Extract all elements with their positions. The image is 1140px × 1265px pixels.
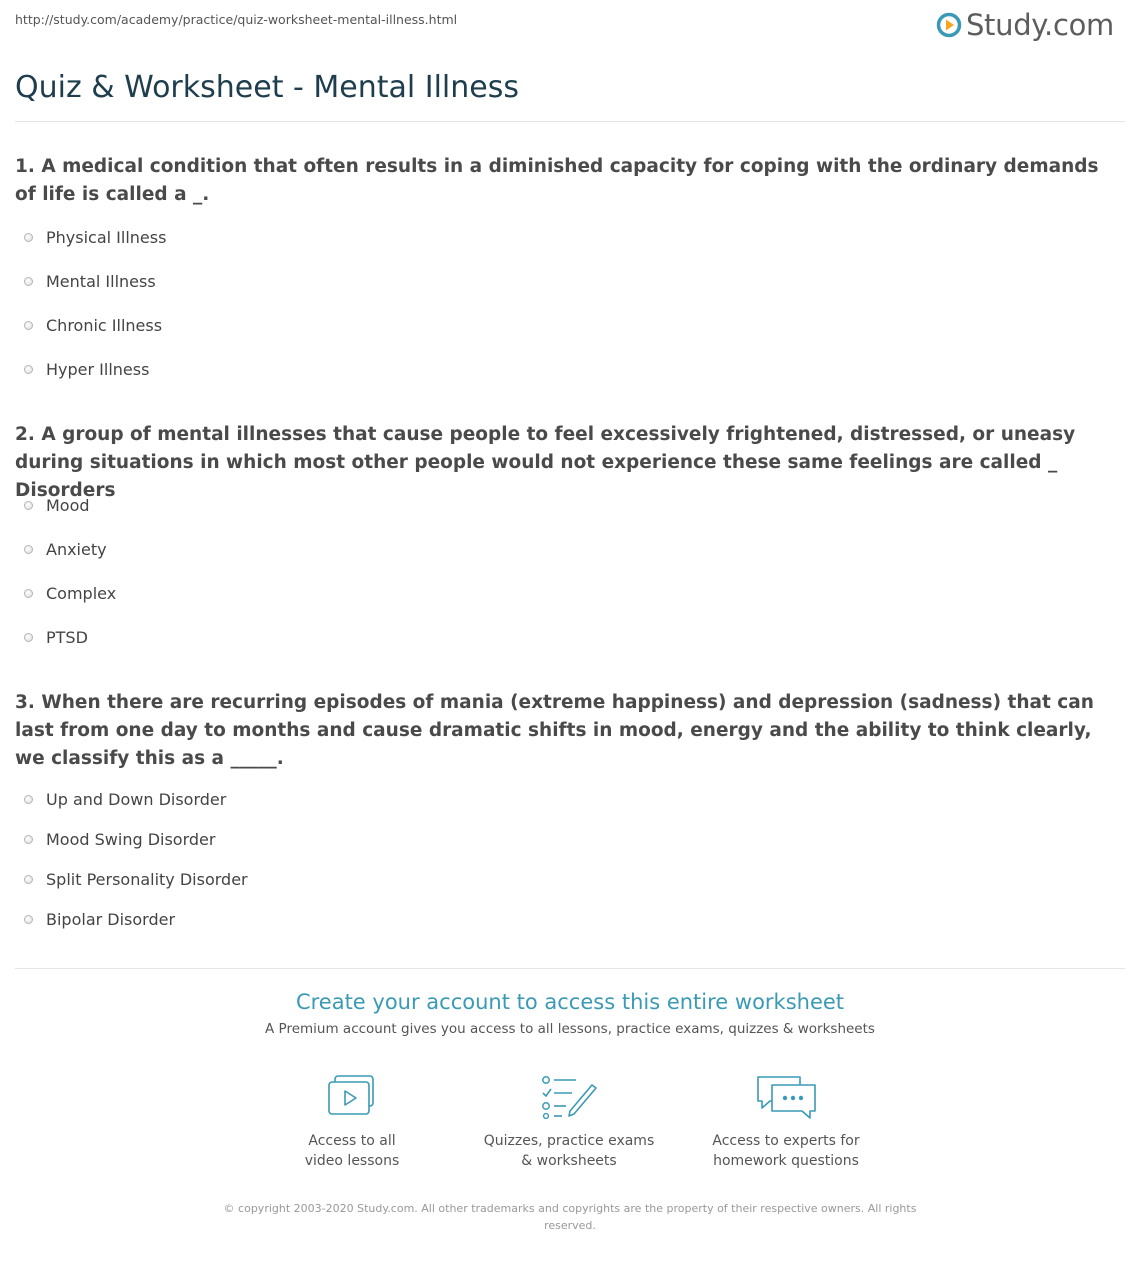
page-url: http://study.com/academy/practice/quiz-worksheet-mental-illness.html [15, 12, 458, 27]
section-divider [15, 968, 1125, 969]
radio-icon[interactable] [24, 277, 33, 286]
option-label: Mood [46, 496, 90, 515]
answer-option[interactable] [24, 540, 107, 559]
radio-icon[interactable] [24, 321, 33, 330]
option-label: Mood Swing Disorder [46, 830, 216, 849]
option-label: Hyper Illness [46, 360, 150, 379]
option-label: Chronic Illness [46, 316, 163, 335]
answer-option[interactable] [24, 272, 156, 291]
create-account-link[interactable]: Create your account to access this entire worksheet [295, 990, 845, 1014]
video-lessons-icon [325, 1073, 379, 1119]
title-divider [15, 121, 1125, 122]
answer-option[interactable] [24, 910, 175, 929]
feature-label: & worksheets [521, 1153, 617, 1169]
feature-experts [686, 1073, 886, 1171]
radio-icon[interactable] [24, 915, 33, 924]
answer-option[interactable] [24, 628, 88, 647]
feature-video-lessons [252, 1073, 452, 1171]
option-label: Up and Down Disorder [46, 790, 227, 809]
radio-icon[interactable] [24, 795, 33, 804]
option-label: Complex [46, 584, 117, 603]
radio-icon[interactable] [24, 875, 33, 884]
radio-icon[interactable] [24, 545, 33, 554]
option-label: Bipolar Disorder [46, 910, 176, 929]
answer-option[interactable] [24, 870, 248, 889]
option-label: Anxiety [46, 540, 107, 559]
answer-option[interactable] [24, 360, 149, 379]
quiz-list-icon [540, 1073, 598, 1119]
feature-quizzes [469, 1073, 669, 1171]
answer-option[interactable] [24, 830, 215, 849]
feature-label: video lessons [304, 1153, 400, 1169]
answer-option[interactable] [24, 790, 226, 809]
feature-label: Quizzes, practice exams [483, 1133, 655, 1149]
answer-option[interactable] [24, 496, 90, 515]
option-label: Split Personality Disorder [46, 870, 248, 889]
copyright-notice: © copyright 2003-2020 Study.com. All other trademarks and copyrights are the property of their respective owners. All rights reserved. [223, 1202, 917, 1232]
feature-label: Access to experts for [712, 1133, 860, 1149]
question-1: 1. A medical condition that often results in a diminished capacity for coping with the ordinary demands of life is called a _. [15, 156, 1099, 205]
radio-icon[interactable] [24, 501, 33, 510]
logo-text: Study.com [965, 8, 1114, 42]
option-label: PTSD [46, 628, 88, 647]
radio-icon[interactable] [24, 633, 33, 642]
radio-icon[interactable] [24, 233, 33, 242]
study-logo[interactable] [936, 8, 1114, 42]
option-label: Mental Illness [46, 272, 156, 291]
radio-icon[interactable] [24, 589, 33, 598]
answer-option[interactable] [24, 584, 116, 603]
answer-option[interactable] [24, 316, 162, 335]
chat-bubbles-icon [754, 1073, 818, 1119]
page-title: Quiz & Worksheet - Mental Illness [15, 70, 519, 105]
question-2: 2. A group of mental illnesses that cause people to feel excessively frightened, distressed, or uneasy during situations in which most other people would not experience these same feelings are called _ Disorders [15, 424, 1076, 501]
question-3: 3. When there are recurring episodes of mania (extreme happiness) and depression (sadness) that can last from one day to months and cause dramatic shifts in mood, energy and the ability to think clearly, we classify this as a _____. [15, 692, 1094, 769]
feature-label: Access to all [308, 1133, 396, 1149]
play-logo-icon [936, 12, 962, 38]
feature-label: homework questions [713, 1153, 859, 1169]
option-label: Physical Illness [46, 228, 167, 247]
premium-description: A Premium account gives you access to all lessons, practice exams, quizzes & worksheets [265, 1021, 875, 1037]
answer-option[interactable] [24, 228, 166, 247]
radio-icon[interactable] [24, 365, 33, 374]
radio-icon[interactable] [24, 835, 33, 844]
